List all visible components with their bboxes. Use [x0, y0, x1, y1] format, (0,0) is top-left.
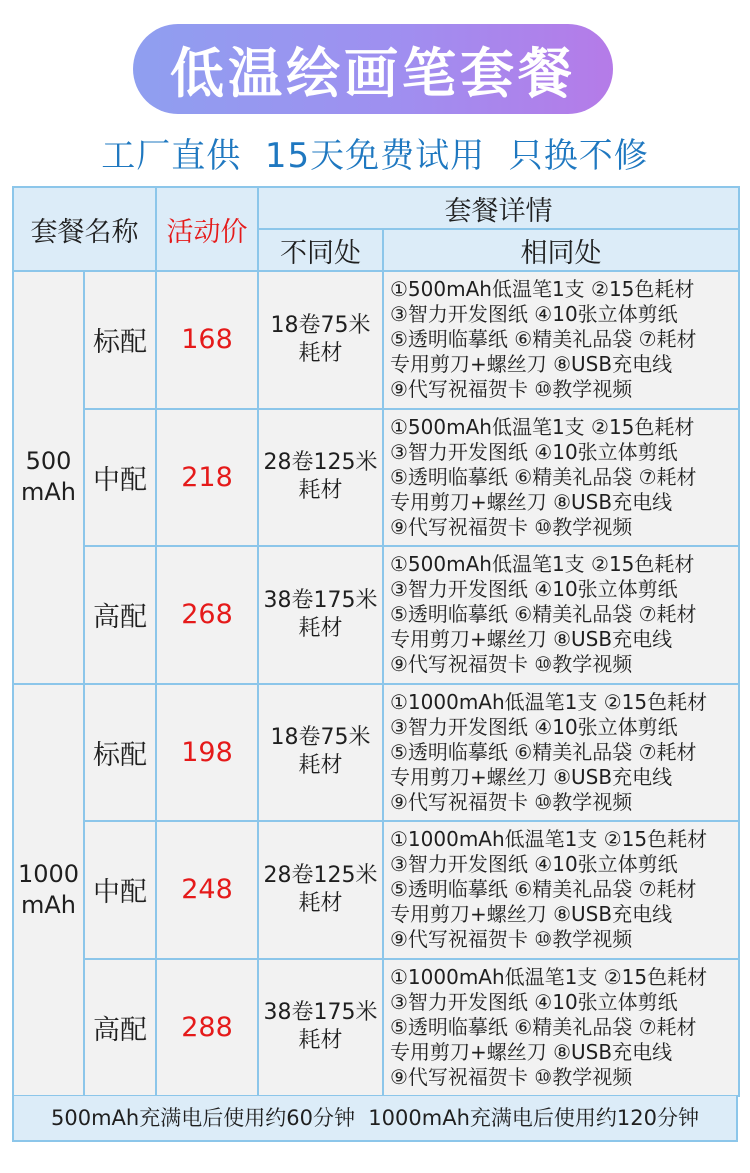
same-item-line: 专用剪刀+螺丝刀 ⑧USB充电线: [390, 627, 673, 652]
difference-text: 18卷75米: [270, 312, 371, 338]
package-level: 高配: [84, 546, 156, 684]
package-price: 168: [156, 271, 258, 409]
capacity-unit: mAh: [20, 890, 76, 919]
table-row: [13, 821, 739, 959]
header-same: 相同处: [383, 229, 739, 271]
difference-text: 耗材: [298, 890, 343, 916]
difference-text: 耗材: [298, 753, 343, 779]
same-item-line: ①500mAh低温笔1支 ②15色耗材: [390, 414, 695, 439]
same-items-cell: [383, 271, 739, 409]
capacity-cell: [13, 684, 84, 1097]
difference-text: 38卷175米: [263, 587, 378, 613]
header-package-name: 套餐名称: [13, 187, 156, 271]
same-items-cell: [383, 546, 739, 684]
same-item-line: ③智力开发图纸 ④10张立体剪纸: [390, 302, 678, 327]
package-price: 218: [156, 409, 258, 547]
same-item-line: ⑨代写祝福贺卡 ⑩教学视频: [390, 514, 633, 539]
same-item-line: ⑨代写祝福贺卡 ⑩教学视频: [390, 652, 633, 677]
same-item-line: ③智力开发图纸 ④10张立体剪纸: [390, 577, 678, 602]
table-row: [13, 271, 739, 409]
header-details: 套餐详情: [258, 187, 739, 229]
same-item-line: ③智力开发图纸 ④10张立体剪纸: [390, 714, 678, 739]
difference-cell: [258, 546, 383, 684]
package-level: 标配: [84, 684, 156, 822]
difference-cell: [258, 409, 383, 547]
same-item-line: ⑤透明临摹纸 ⑥精美礼品袋 ⑦耗材: [390, 327, 697, 352]
same-items-cell: [383, 409, 739, 547]
package-table: [12, 186, 740, 1097]
difference-text: 耗材: [298, 1028, 343, 1054]
same-item-line: 专用剪刀+螺丝刀 ⑧USB充电线: [390, 352, 673, 377]
same-item-line: ①500mAh低温笔1支 ②15色耗材: [390, 552, 695, 577]
page-title: 低温绘画笔套餐: [133, 24, 613, 114]
subtitle-slogan: 工厂直供 15天免费试用 只换不修: [101, 136, 649, 176]
same-item-line: ③智力开发图纸 ④10张立体剪纸: [390, 989, 678, 1014]
same-item-line: ①1000mAh低温笔1支 ②15色耗材: [390, 689, 708, 714]
same-item-line: ⑨代写祝福贺卡 ⑩教学视频: [390, 789, 633, 814]
same-items-cell: [383, 821, 739, 959]
same-item-line: ①1000mAh低温笔1支 ②15色耗材: [390, 964, 708, 989]
package-level: 中配: [84, 409, 156, 547]
same-item-line: ⑤透明临摹纸 ⑥精美礼品袋 ⑦耗材: [390, 877, 697, 902]
same-item-line: ①1000mAh低温笔1支 ②15色耗材: [390, 827, 708, 852]
same-item-line: ⑤透明临摹纸 ⑥精美礼品袋 ⑦耗材: [390, 1014, 697, 1039]
difference-cell: [258, 684, 383, 822]
package-level: 标配: [84, 271, 156, 409]
difference-text: 38卷175米: [263, 1000, 378, 1026]
package-level: 中配: [84, 821, 156, 959]
same-item-line: ①500mAh低温笔1支 ②15色耗材: [390, 277, 695, 302]
package-price: 268: [156, 546, 258, 684]
same-items-cell: [383, 684, 739, 822]
header-difference: 不同处: [258, 229, 383, 271]
package-price: 198: [156, 684, 258, 822]
footer-note: 500mAh充满电后使用约60分钟 1000mAh充满电后使用约120分钟: [12, 1096, 738, 1142]
difference-text: 耗材: [298, 478, 343, 504]
same-item-line: ⑤透明临摹纸 ⑥精美礼品袋 ⑦耗材: [390, 739, 697, 764]
package-level: 高配: [84, 959, 156, 1097]
difference-cell: [258, 959, 383, 1097]
table-row: [13, 546, 739, 684]
table-row: [13, 959, 739, 1097]
difference-text: 18卷75米: [270, 725, 371, 751]
difference-text: 28卷125米: [263, 450, 378, 476]
capacity-cell: [13, 271, 84, 684]
same-item-line: 专用剪刀+螺丝刀 ⑧USB充电线: [390, 764, 673, 789]
capacity-unit: mAh: [20, 478, 76, 507]
same-item-line: ⑨代写祝福贺卡 ⑩教学视频: [390, 377, 633, 402]
difference-text: 28卷125米: [263, 862, 378, 888]
table-row: [13, 409, 739, 547]
package-price: 248: [156, 821, 258, 959]
same-item-line: ⑤透明临摹纸 ⑥精美礼品袋 ⑦耗材: [390, 602, 697, 627]
same-item-line: ③智力开发图纸 ④10张立体剪纸: [390, 439, 678, 464]
capacity-value: 1000: [17, 859, 80, 888]
capacity-value: 500: [25, 447, 72, 476]
difference-text: 耗材: [298, 615, 343, 641]
difference-cell: [258, 821, 383, 959]
same-item-line: ③智力开发图纸 ④10张立体剪纸: [390, 852, 678, 877]
table-row: [13, 684, 739, 822]
same-item-line: 专用剪刀+螺丝刀 ⑧USB充电线: [390, 489, 673, 514]
same-item-line: ⑨代写祝福贺卡 ⑩教学视频: [390, 1064, 633, 1089]
same-items-cell: [383, 959, 739, 1097]
difference-cell: [258, 271, 383, 409]
header-price: 活动价: [156, 187, 258, 271]
difference-text: 耗材: [298, 340, 343, 366]
package-price: 288: [156, 959, 258, 1097]
same-item-line: ⑤透明临摹纸 ⑥精美礼品袋 ⑦耗材: [390, 464, 697, 489]
same-item-line: 专用剪刀+螺丝刀 ⑧USB充电线: [390, 902, 673, 927]
same-item-line: 专用剪刀+螺丝刀 ⑧USB充电线: [390, 1039, 673, 1064]
same-item-line: ⑨代写祝福贺卡 ⑩教学视频: [390, 927, 633, 952]
